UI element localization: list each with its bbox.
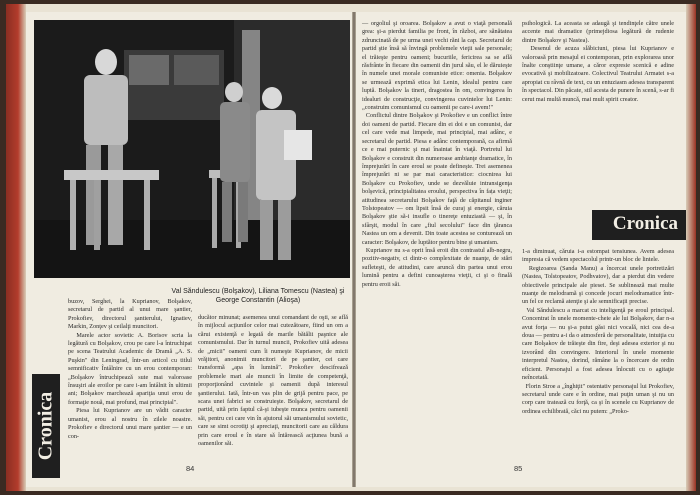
left-page [26, 12, 352, 487]
book-spread [6, 4, 696, 491]
page-number-left: 84 [186, 464, 195, 473]
right-page [356, 12, 686, 487]
left-page-column-2: ducător minunat; asemenea unui comandant de oşti, se află în mijlocul acţiunilor celor mai cutezătoare, fiind un om a cărui existenţă e legată de marile bătălii paşnice ale comunismului. Dar în turnul muncii, Prokofiev uită adesea de „micii" oameni cum îi numeşte Kuprianov, de micii vrăjitori, anonimii muncitori de pe şantier, cei care transformă „apa în lumină". Prokofiev descifrează problemele mari ale muncii în limite de competenţă, proporţionând cuvintele şi oamenii după interesul şantierului. Iată, într-un vas plin de grijă pentru pace, pe scara unei fabrici se construieşte. Bolşakov, secretarul de partid, uită prin faptul că-şi iubeşte munca pentru oamenii săi, pentru cei care vin în ajutorul săi umanismului sovietic, care se simt ocrotiţi şi apreciaţi, muncitorii care au căldura prin care eroul e în stare să întărească acţiunea bună a oamenilor săi. [198, 314, 350, 448]
photo-caption: Val Săndulescu (Bolşakov), Liliana Tomescu (Nastea) şi George Constantin (Alioşa) [171, 288, 345, 304]
page-number-right: 85 [514, 464, 523, 473]
stage-photo [34, 20, 350, 278]
section-tab-right [592, 210, 686, 240]
section-tab-right-label: Cronica [612, 213, 678, 234]
cover-binding-left [6, 4, 26, 491]
right-page-column-1: — orgoliul şi oroarea. Bolşakov a avut o viaţă personală grea: şi-a pierdut familia pe front, în război, are sănătatea zdruncinată de pe urma unei vechi răni la cap. Secretarul de partid ştie însă să învingă problemele vieţii sale personale; el trăieşte pentru oameni; bucuriile, fericirea sa se află răsfrânte în fiecare din oamenii din jurul său, el le dăruieşte în numele unei morale comuniste etice: omenia. Bolşakov se urmează exprimă etica lui Lenin, idealul pentru care luptă. Bolşakov la tineri, dragostea în om, convingerea în idealuri de construcţie, convingerea cuvintelor lui Lenin: „construim comunismul cu oamenii pe care-i avem!" Conflictul dintre Bolşakov şi Prokofiev e un conflict între doi oameni de partid. Fiecare din ei doi e un comunist, dar cel care vede mai limpede, mai principial, mai adânc, e secretarul de partid. Piesa e adânc contemporană, ca afirmă ce e mai puternic şi mai înaintat în viaţă. Portretul lui Bolşakov e construit din numeroase ambianţe dramatice, în împrejurări în care eroul se poate defineşte. Trei asemenea împrejurări ni se par mai caracteristice: ciocnirea lui Bolşakov cu Prokofiev, unde se dezvăluie intransigenţa bolşevică, principialitatea eroului, perspectiva în fața vieţii; atitudinea secretarului Bolşakov faţă de căpitanul inginer Tolstopeatov — om lipsit însă de curaj şi energie, căruia Bolşakov ştie să-i insufle o tinereţe entuziastă — şi, în sfârşit, modul în care „fiul secolului" face din ţăranca Nastea un om a devenit. Din toate acestea se conturează un caracter: Bolşakov, de luptător pentru bine şi umanism. Kuprianov nu s-a oprit însă eroii din contrastul alb-negru, pozitiv-negativ, ci dintr-o complexitate de nuanţe, de stări sufleteşti, de atitudini, care aruncă din partea unui erou lumină pentru a defini cunoaşterea vieţii, ci şi o finală pentru eroii săi. [362, 20, 513, 288]
right-page-column-3: 1-a diminuat, căruia i-a estompat tensiunea. Avem adesea impresia că vedem spectacolul printr-un bloc de lintele. Regizoarea (Sanda Manu) a încercat unele portretizări (Nastea, Tolstopeatov, Podhvatov), dar a pierdut din vedere obiectivele principale ale piesei. Se sublinează mai multe nuanţe de melodramă şi concede jocuri melodramatice într-un fel ce reclamă atenţie şi ale semnificaţii precise. Val Săndulescu a marcat cu inteligenţă pe eroul principal. Concentrat în unele momente-cheie ale lui Bolşakov, dar n-a avut forţa — nu şi-a putut găsi nici vocală, nici cea de-a doua — pentru a-i da o atmosferă de personalitate, intuiţia cu care Bolşakov de trăieşte din fire, deşi adesea exterior şi nu izvorând din convingere. Interiorul în unele momente interpretul Nastea, dorind, rămâne la o încercare de ordin eficient. Personajul a fost adesea înlocuit cu o agitaţie neîncetată. Florin Stroe a „înghiţit" ostentativ personajul lui Prokofiev, secretarul unde care e în ordine, mai puţin uman şi nu un corp care tratează cu forţă, ca şi în scenele cu Kuprianov de ordinea echilibrată, căci nu putem: „Proko- [522, 248, 675, 415]
section-tab-left-label: Cronica [34, 391, 57, 461]
section-tab-left [32, 374, 60, 478]
stage-photo-image [34, 20, 350, 278]
cover-binding-right [686, 4, 696, 491]
right-page-column-2: psihologică. La aceasta se adaugă şi tendinţele către unele accente mai dramatice (primejdiosa legătură de rudenie dintre Bolşakov şi Nastea). Desenul de acuza slăbiciuni, piesa lui Kuprianov e valoroasă prin mesajul ei contemporan, prin explorarea unor înalte conştiinţe umane, a căror expresie scenică e adine evocativă şi mobilizatoare. Colectivul Teatrului Armatei s-a apropiat cu râvnă de text, cu un entuziasm adesea transparent în spectacol. Din păcate, stil acesta de punere în scenă, s-ar fi cerut mai multă muncă, mai mult spirit creator. [522, 20, 674, 103]
left-page-column-1: buzov, Serghei, la Kuprianov, Bolşakov, secretarul de partid al unui mare şantier, Prokofiev, directorul şantierului, Ignatiev, Markin, Zonţev şi ceilalţi muncitori. Marele actor sovietic A. Borisov scria la legătură cu Bolşakov, crou pe care l-a întruchipat pe scena Teatrului Academic de Dramă „A. S. Puşkin" din Leningrad, într-un articol cu titlul semnificativ Întâlnire cu un erou contemporan: „Bolşakov întruchipează sute mai valoroase însuşiri ale eroilor pe care i-am întâlnit în ultimii ani; Bolşakov marchează apariţia unui erou de formaţie nouă, mai profund, mai principial". Piesa lui Kuprianov are un vădit caracter umanist, erou al nostru în zilele noastre. Prokofiev e directorul unui mare şantier — e un con- [68, 298, 193, 440]
